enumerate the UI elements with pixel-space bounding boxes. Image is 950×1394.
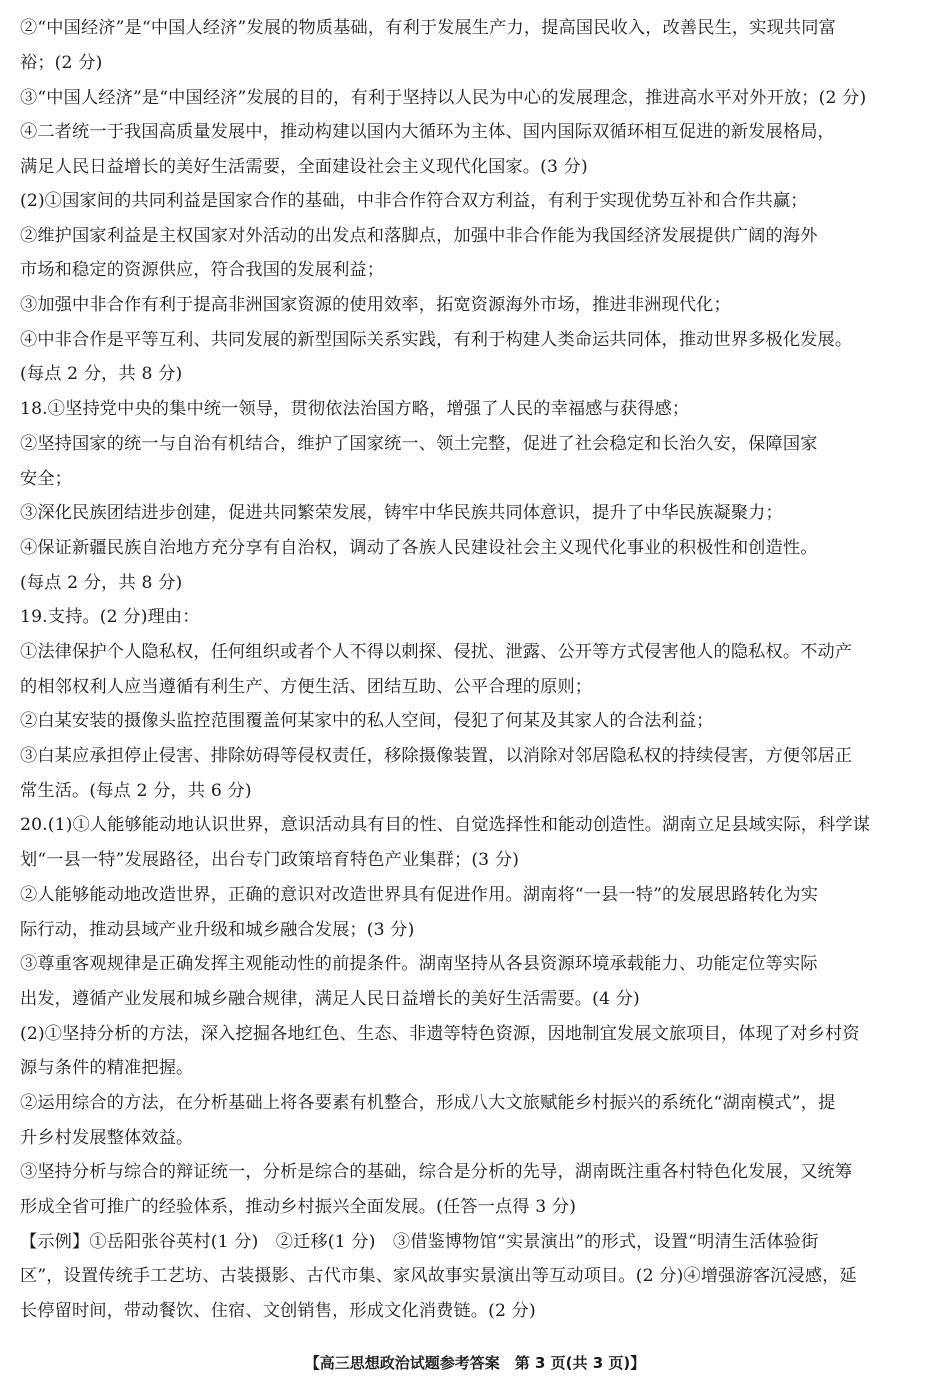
- text-line: ②坚持国家的统一与自治有机结合，维护了国家统一、领土完整，促进了社会稳定和长治久安，保障国家: [20, 434, 818, 454]
- text-line: ③白某应承担停止侵害、排除妨碍等侵权责任，移除摄像装置，以消除对邻居隐私权的持续侵害，方便邻居正: [20, 746, 853, 766]
- text-line: 裕；(2 分): [20, 53, 103, 73]
- text-line: 18.①坚持党中央的集中统一领导，贯彻依法治国方略，增强了人民的幸福感与获得感；: [20, 399, 690, 419]
- text-line: ③尊重客观规律是正确发挥主观能动性的前提条件。湖南坚持从各县资源环境承载能力、功能定位等实际: [20, 954, 818, 974]
- text-line: 长停留时间，带动餐饮、住宿、文创销售，形成文化消费链。(2 分): [20, 1301, 536, 1321]
- text-line: 区”，设置传统手工艺坊、古装摄影、古代市集、家风故事实景演出等互动项目。(2 分)④增强游客沉浸感，延: [20, 1266, 857, 1286]
- page-footer: 【高三思想政治试题参考答案 第 3 页(共 3 页)】: [304, 1354, 646, 1372]
- text-line: 安全；: [20, 469, 73, 489]
- text-line: 出发，遵循产业发展和城乡融合规律，满足人民日益增长的美好生活需要。(4 分): [20, 989, 640, 1009]
- text-line: (2)①国家间的共同利益是国家合作的基础，中非合作符合双方利益，有利于实现优势互补和合作共赢；: [20, 191, 808, 211]
- text-line: 划“一县一特”发展路径，出台专门政策培育特色产业集群；(3 分): [20, 850, 520, 870]
- text-line: ②白某安装的摄像头监控范围覆盖何某家中的私人空间，侵犯了何某及其家人的合法利益；: [20, 711, 714, 731]
- text-line: ①法律保护个人隐私权，任何组织或者个人不得以刺探、侵扰、泄露、公开等方式侵害他人的隐私权。不动产: [20, 642, 853, 662]
- text-line: 的相邻权利人应当遵循有利生产、方便生活、团结互助、公平合理的原则；: [20, 677, 593, 697]
- text-line: ②运用综合的方法，在分析基础上将各要素有机整合，形成八大文旅赋能乡村振兴的系统化“湖南模式”，提: [20, 1093, 836, 1113]
- text-line: ②人能够能动地改造世界，正确的意识对改造世界具有促进作用。湖南将“一县一特”的发展思路转化为实: [20, 885, 819, 905]
- text-line: ④保证新疆民族自治地方充分享有自治权，调动了各族人民建设社会主义现代化事业的积极性和创造性。: [20, 538, 818, 558]
- text-line: 形成全省可推广的经验体系，推动乡村振兴全面发展。(任答一点得 3 分): [20, 1197, 577, 1217]
- text-line: (每点 2 分，共 8 分): [20, 573, 183, 593]
- text-line: ③“中国人经济”是“中国经济”发展的目的，有利于坚持以人民为中心的发展理念，推进高水平对外开放；(2 分): [20, 88, 867, 108]
- text-line: (每点 2 分，共 8 分): [20, 364, 183, 384]
- text-line: ③深化民族团结进步创建，促进共同繁荣发展，铸牢中华民族共同体意识，提升了中华民族凝聚力；: [20, 503, 783, 523]
- text-line: ③坚持分析与综合的辩证统一，分析是综合的基础，综合是分析的先导，湖南既注重各村特色化发展，又统筹: [20, 1162, 853, 1182]
- text-line: 【示例】①岳阳张谷英村(1 分) ②迁移(1 分) ③借鉴博物馆“实景演出”的形式，设置“明清生活体验街: [20, 1232, 819, 1252]
- text-line: 满足人民日益增长的美好生活需要，全面建设社会主义现代化国家。(3 分): [20, 157, 588, 177]
- text-line: 市场和稳定的资源供应，符合我国的发展利益；: [20, 260, 385, 280]
- text-line: 20.(1)①人能够能动地认识世界，意识活动具有目的性、自觉选择性和能动创造性。湖南立足县域实际，科学谋: [20, 815, 871, 835]
- text-line: ②维护国家利益是主权国家对外活动的出发点和落脚点，加强中非合作能为我国经济发展提供广阔的海外: [20, 226, 818, 246]
- text-line: ④中非合作是平等互利、共同发展的新型国际关系实践，有利于构建人类命运共同体，推动世界多极化发展。: [20, 330, 853, 350]
- text-line: 源与条件的精准把握。: [20, 1058, 194, 1078]
- text-line: 际行动，推动县域产业升级和城乡融合发展；(3 分): [20, 920, 415, 940]
- text-line: 常生活。(每点 2 分，共 6 分): [20, 781, 252, 801]
- text-line: 19.支持。(2 分)理由：: [20, 607, 200, 627]
- text-line: (2)①坚持分析的方法，深入挖掘各地红色、生态、非遗等特色资源，因地制宜发展文旅项目，体现了对乡村资: [20, 1024, 860, 1044]
- text-line: ④二者统一于我国高质量发展中，推动构建以国内大循环为主体、国内国际双循环相互促进的新发展格局，: [20, 122, 835, 142]
- text-line: ③加强中非合作有利于提高非洲国家资源的使用效率，拓宽资源海外市场，推进非洲现代化；: [20, 295, 731, 315]
- text-line: 升乡村发展整体效益。: [20, 1128, 194, 1148]
- text-line: ②“中国经济”是“中国人经济”发展的物质基础，有利于发展生产力，提高国民收入，改善民生，实现共同富: [20, 18, 836, 38]
